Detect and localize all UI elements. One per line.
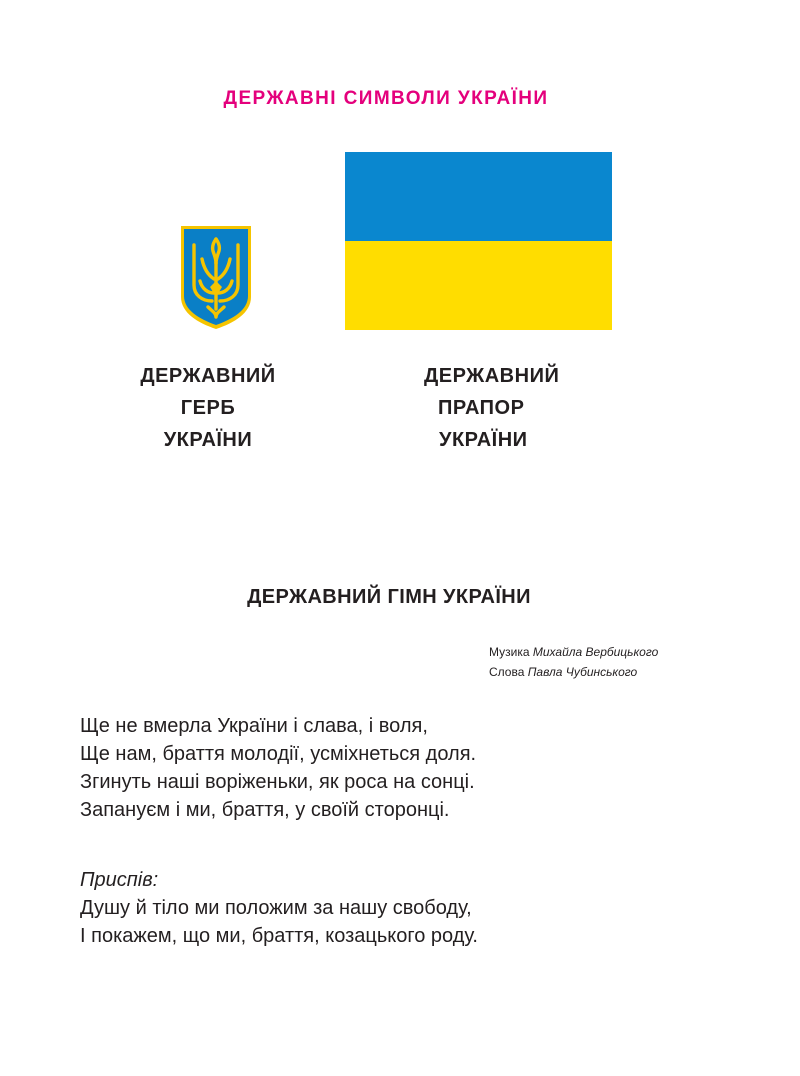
anthem-title: ДЕРЖАВНИЙ ГІМН УКРАЇНИ (247, 586, 531, 608)
music-credit (489, 642, 658, 662)
flag-caption (424, 360, 559, 456)
caption-line: ПРАПОР (438, 397, 525, 419)
anthem-credits (489, 642, 658, 682)
verse-line: Згинуть наші воріженьки, як роса на сонці. (80, 771, 475, 793)
flag-blue-stripe (345, 152, 612, 241)
caption-line: УКРАЇНИ (163, 429, 253, 451)
trident-coat-of-arms-icon (178, 223, 254, 331)
chorus-line: Душу й тіло ми положим за нашу свободу, (80, 897, 472, 919)
page-title: ДЕРЖАВНІ СИМВОЛИ УКРАЇНИ (223, 88, 549, 109)
anthem-verse (80, 712, 476, 824)
coat-of-arms-caption (128, 360, 288, 456)
chorus-line: І покажем, що ми, браття, козацького роду. (80, 925, 478, 947)
caption-line: ГЕРБ (180, 397, 236, 419)
caption-line: УКРАЇНИ (439, 429, 528, 451)
caption-line: ДЕРЖАВНИЙ (424, 365, 560, 387)
caption-line: ДЕРЖАВНИЙ (140, 365, 276, 387)
words-credit (489, 662, 658, 682)
verse-line: Запануєм і ми, браття, у своїй сторонці. (80, 799, 450, 821)
chorus-label: Приспів: (80, 869, 159, 891)
verse-line: Ще не вмерла України і слава, і воля, (80, 715, 428, 737)
ukraine-flag (345, 152, 612, 330)
words-author: Павла Чубинського (527, 665, 638, 679)
music-label: Музика (489, 645, 530, 659)
music-author: Михайла Вербицького (532, 645, 659, 659)
anthem-chorus (80, 894, 478, 950)
verse-line: Ще нам, браття молодії, усміхнеться доля. (80, 743, 477, 765)
flag-yellow-stripe (345, 241, 612, 330)
words-label: Слова (489, 665, 525, 679)
